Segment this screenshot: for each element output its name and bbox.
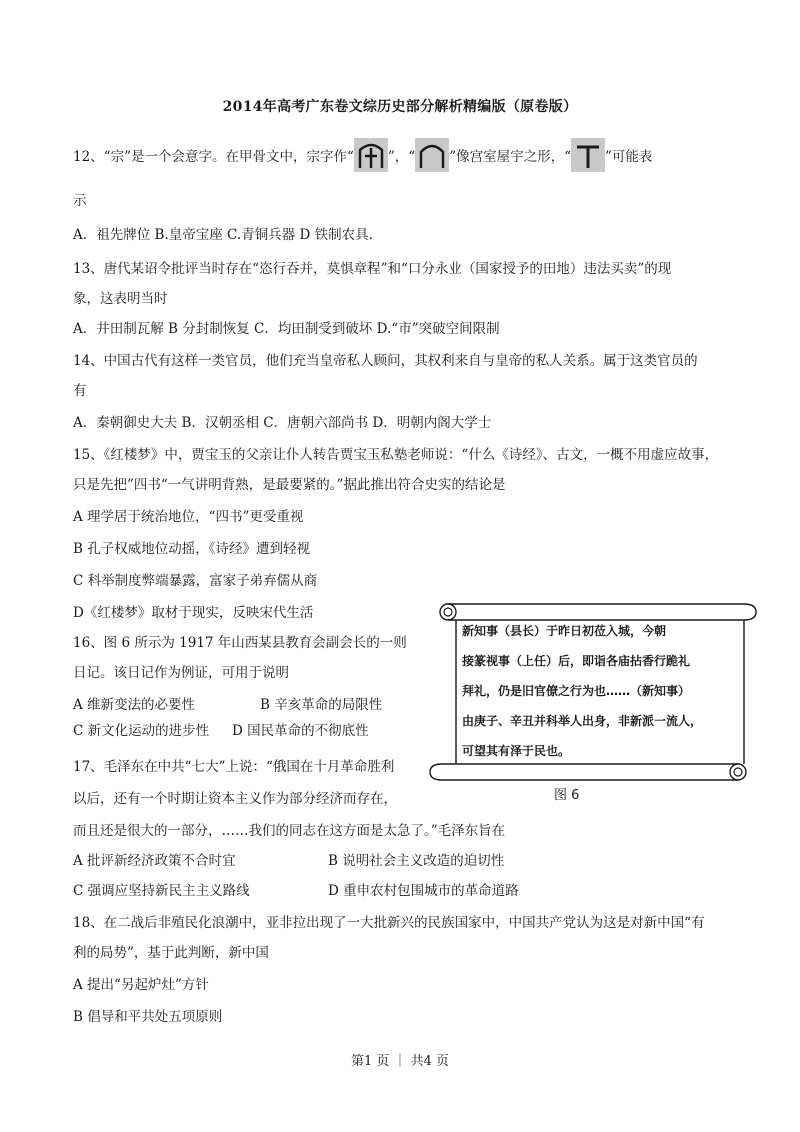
q12-prefix: 12、“宗”是一个会意字。在甲骨文中，宗字作“: [73, 149, 354, 165]
figure-line: 可望其有泽于民也。: [462, 744, 571, 758]
q14-options: A．秦朝御史大夫 B．汉朝丞相 C．唐朝六部尚书 D．明朝内阁大学士: [73, 415, 492, 431]
oracle-bone-glyph-altar-icon: [571, 138, 605, 172]
figure-line: 由庚子、辛丑并科举人出身，非新派一流人，: [462, 714, 703, 728]
q12-mid1: ”，“: [387, 149, 416, 165]
q15-option-d: D《红楼梦》取材于现实，反映宋代生活: [73, 605, 314, 621]
q17-option-a: A 批评新经济政策不合时宜: [73, 853, 236, 869]
q15-stem-line1: 15、《红楼梦》中，贾宝玉的父亲让仆人转告贾宝玉私塾老师说：“什么《诗经》、古文，一概不用虚应故事，: [73, 447, 719, 463]
figure-line: 接篆视事（上任）后，即诣各庙拈香行跪礼: [462, 654, 691, 668]
oracle-bone-glyph-zong-icon: [354, 138, 388, 172]
q16-option-a: A 维新变法的必要性: [73, 697, 196, 713]
q16-stem-line2: 日记。该日记作为例证，可用于说明: [73, 665, 289, 681]
q14-stem-line1: 14、中国古代有这样一类官员，他们充当皇帝私人顾问，其权利来自与皇帝的私人关系。属于这类官员的: [73, 353, 698, 369]
page-footer: 第1 页 ｜ 共4 页: [350, 1054, 450, 1069]
figure-line: 新知事（县长）于昨日初莅入城，今朝: [462, 624, 667, 638]
q15-stem-line2: 只是先把”四书“一气讲明背熟，是最要紧的。”据此推出符合史实的结论是: [73, 477, 506, 493]
q17-stem-line2: 以后，还有一个时期让资本主义作为部分经济而存在，: [73, 791, 397, 807]
page-title: 2014年高考广东卷文综历史部分解析精编版（原卷版）: [222, 99, 578, 115]
q12-cont: 示: [73, 193, 87, 209]
q13-stem-line1: 13、唐代某诏令批评当时存在“恣行吞并，莫惧章程”和“口分永业（国家授予的田地）违法买卖”的现: [73, 261, 672, 277]
q16-option-c: C 新文化运动的进步性: [73, 723, 210, 739]
q17-option-b: B 说明社会主义改造的迫切性: [328, 853, 505, 869]
q15-option-c: C 科举制度弊端暴露，富家子弟弃儒从商: [73, 573, 318, 589]
q12-mid2: ”像宫室屋宇之形，“: [449, 149, 572, 165]
q17-option-d: D 重申农村包围城市的革命道路: [328, 883, 519, 899]
q18-option-b: B 倡导和平共处五项原则: [73, 1009, 223, 1025]
figure-6-diary-scroll: [426, 596, 760, 803]
q16-option-b: B 辛亥革命的局限性: [260, 697, 383, 713]
q15-option-a: A 理学居于统治地位，“四书”更受重视: [73, 509, 304, 525]
q13-options: A．井田制瓦解 B 分封制恢复 C．均田制受到破坏 D.“市”突破空间限制: [73, 321, 500, 337]
oracle-bone-glyph-roof-icon: [415, 138, 449, 172]
q16-stem-line1: 16、图 6 所示为 1917 年山西某县教育会副会长的一则: [73, 635, 407, 651]
q18-stem-line1: 18、在二战后非殖民化浪潮中，亚非拉出现了一大批新兴的民族国家中，中国共产党认为这是对新中国“有: [73, 915, 705, 931]
q17-stem-line1: 17、毛泽东在中共“七大”上说：“俄国在十月革命胜利: [73, 759, 395, 775]
q17-option-c: C 强调应坚持新民主主义路线: [73, 883, 250, 899]
figure-6-caption: 图 6: [554, 788, 580, 803]
q13-stem-line2: 象，这表明当时: [73, 291, 168, 307]
q16-option-d: D 国民革命的不彻底性: [232, 723, 369, 739]
q17-stem-line3: 而且还是很大的一部分，……我们的同志在这方面是太急了。”毛泽东旨在: [73, 823, 506, 839]
q15-option-b: B 孔子权威地位动摇，《诗经》遭到轻视: [73, 541, 310, 557]
q18-stem-line2: 利的局势”，基于此判断，新中国: [73, 945, 269, 961]
figure-6-text: [462, 616, 720, 766]
figure-line: 拜礼，仍是旧官僚之行为也……（新知事）: [462, 684, 691, 698]
q18-option-a: A 提出“另起炉灶”方针: [73, 977, 209, 993]
q14-stem-line2: 有: [73, 383, 87, 399]
q12-suffix: ”可能表: [605, 149, 653, 165]
q12-options: A．祖先牌位 B.皇帝宝座 C.青铜兵器 D 铁制农具.: [73, 227, 373, 243]
question-12-stem: [73, 138, 652, 172]
